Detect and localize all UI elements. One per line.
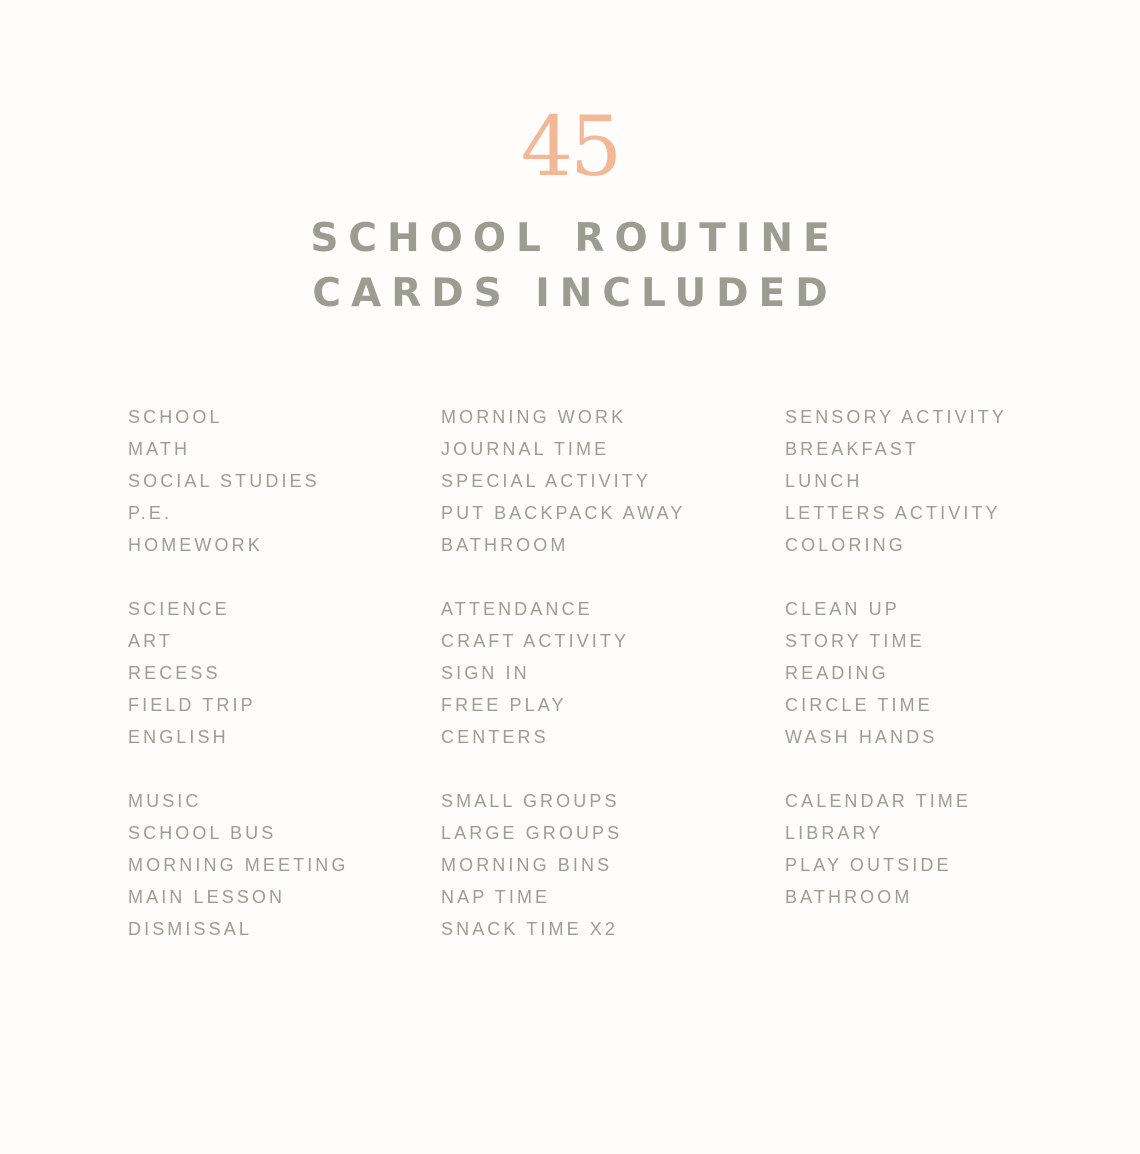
card-item: LUNCH: [785, 471, 863, 491]
card-item: DISMISSAL: [128, 919, 252, 939]
card-item: JOURNAL TIME: [441, 439, 610, 459]
card-item: ART: [128, 631, 173, 651]
card-item: CENTERS: [441, 727, 549, 747]
card-item: SCHOOL BUS: [128, 823, 277, 843]
card-item: MUSIC: [128, 791, 202, 811]
card-item: MATH: [128, 439, 191, 459]
card-item: SCHOOL: [128, 407, 223, 427]
card-list-column-2: [441, 404, 685, 980]
card-group: [441, 596, 685, 756]
card-item: BREAKFAST: [785, 439, 919, 459]
card-item: PUT BACKPACK AWAY: [441, 503, 686, 523]
card-group: [441, 788, 685, 948]
card-item: CALENDAR TIME: [785, 791, 971, 811]
card-item: RECESS: [128, 663, 221, 683]
card-group: [128, 596, 349, 756]
card-item: SCIENCE: [128, 599, 230, 619]
card-group: [785, 788, 1007, 916]
card-item: SMALL GROUPS: [441, 791, 620, 811]
title-line-1: SCHOOL ROUTINE: [310, 216, 840, 261]
card-item: ATTENDANCE: [441, 599, 593, 619]
title-line-2: CARDS INCLUDED: [312, 271, 838, 316]
card-list-column-1: [128, 404, 349, 980]
card-group: [128, 788, 349, 948]
card-list-column-3: [785, 404, 1007, 948]
card-item: MORNING MEETING: [128, 855, 349, 875]
card-item: MAIN LESSON: [128, 887, 286, 907]
card-item: NAP TIME: [441, 887, 551, 907]
card-item: CLEAN UP: [785, 599, 900, 619]
card-item: WASH HANDS: [785, 727, 938, 747]
card-item: LARGE GROUPS: [441, 823, 623, 843]
card-item: STORY TIME: [785, 631, 925, 651]
card-group: [785, 596, 1007, 756]
card-group: [441, 404, 685, 564]
card-item: MORNING WORK: [441, 407, 627, 427]
card-item: CIRCLE TIME: [785, 695, 933, 715]
card-item: MORNING BINS: [441, 855, 613, 875]
card-item: ENGLISH: [128, 727, 229, 747]
card-item: P.E.: [128, 503, 173, 523]
card-item: SPECIAL ACTIVITY: [441, 471, 651, 491]
card-group: [785, 404, 1007, 564]
card-item: BATHROOM: [441, 535, 569, 555]
card-item: LETTERS ACTIVITY: [785, 503, 1001, 523]
card-item: FREE PLAY: [441, 695, 567, 715]
card-item: PLAY OUTSIDE: [785, 855, 952, 875]
card-item: SENSORY ACTIVITY: [785, 407, 1007, 427]
card-item: LIBRARY: [785, 823, 884, 843]
card-count: 45: [520, 100, 620, 195]
card-item: SIGN IN: [441, 663, 530, 683]
card-item: COLORING: [785, 535, 906, 555]
card-item: CRAFT ACTIVITY: [441, 631, 630, 651]
card-item: FIELD TRIP: [128, 695, 256, 715]
card-item: READING: [785, 663, 889, 683]
card-item: SNACK TIME X2: [441, 919, 619, 939]
card-group: [128, 404, 349, 564]
card-item: HOMEWORK: [128, 535, 263, 555]
card-item: SOCIAL STUDIES: [128, 471, 320, 491]
card-item: BATHROOM: [785, 887, 913, 907]
